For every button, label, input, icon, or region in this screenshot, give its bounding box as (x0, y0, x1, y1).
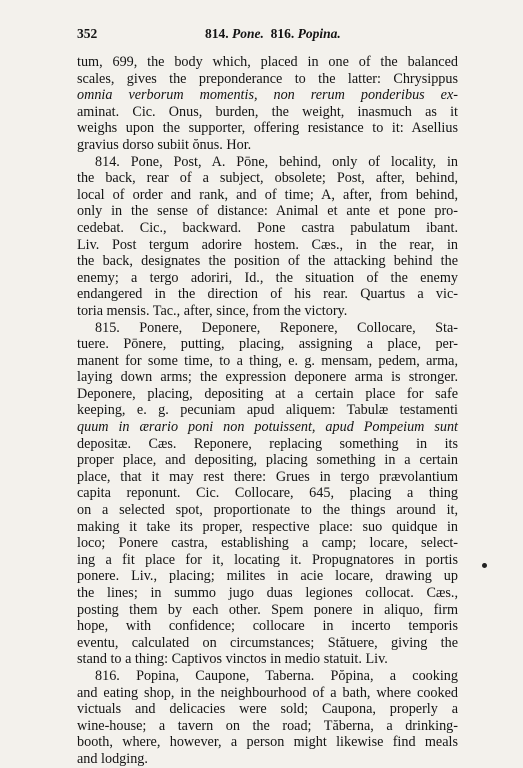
text-line: stand to a thing: Captivos vinctos in medio statuit. Liv. (77, 651, 388, 668)
text-line: omnia verborum momentis, non rerum ponderibus ex- (77, 87, 458, 104)
text-line: 814. Pone, Post, A. Pōne, behind, only of locality, in (95, 153, 458, 170)
text-line: scales, gives the preponderance to the latter: Chrysippus (77, 70, 458, 87)
text-line: Deponere, placing, depositing at a certain place for safe (77, 385, 458, 402)
text-line: ponere. Liv., placing; milites in acie locare, drawing up (77, 568, 458, 585)
text-line: the lines; in summo jugo duas legiones collocat. Cæs., (77, 585, 458, 601)
text-line: and eating shop, in the neighbourhood of a bath, where cooked (77, 684, 458, 701)
text-line: the back, designates the position of the attacking behind the (77, 253, 458, 270)
text-line: depositæ. Cæs. Reponere, replacing something in its (77, 435, 458, 452)
body-text (77, 54, 458, 768)
text-line: proper place, and depositing, placing something in a certain (77, 452, 458, 469)
text-line: aminat. Cic. Onus, burden, the weight, inasmuch as it (77, 103, 458, 120)
text-line: local of order and rank, and of time; A, after, from behind, (77, 186, 458, 203)
text-line: on a selected spot, proportionate to the things around it, (77, 502, 458, 519)
page-number: 352 (77, 26, 98, 41)
text-line: Liv. Post tergum adorire hostem. Cæs., in the rear, in (77, 236, 458, 253)
text-line: tum, 699, the body which, placed in one of the balanced (77, 54, 458, 70)
text-line: only in the sense of distance: Animal et ante et pone pro- (77, 203, 458, 220)
text-line: and lodging. (77, 750, 148, 767)
ink-spot-mark (482, 563, 487, 568)
text-line: gravius dorso subiit ŏnus. Hor. (77, 136, 252, 153)
running-head: 814. Pone. 816. Popina. (205, 26, 341, 41)
text-line: laying down arms; the expression deponere arma is stronger. (77, 369, 458, 386)
text-line: eventu, calculated on circumstances; Stătuere, giving the (77, 634, 458, 651)
text-line: place, that it may rest there: Grues in tergo prævolantium (77, 468, 458, 485)
text-line: hope, with confidence; collocare in incerto temporis (77, 618, 458, 635)
text-line: victuals and delicacies were sold; Caupona, properly a (77, 701, 458, 718)
text-line: wine-house; a tavern on the road; Tăberna, a drinking- (77, 717, 458, 734)
text-line: making it take its proper, respective place: suo quidque in (77, 518, 458, 535)
text-line: posting them by each other. Spem ponere in aliquo, firm (77, 601, 458, 618)
text-line: tuere. Pōnere, putting, placing, assigning a place, per- (77, 336, 458, 353)
text-line: weighs upon the supporter, offering resistance to it: Asellius (77, 120, 458, 137)
text-line: the back, rear of a subject, obsolete; Post, after, behind, (77, 170, 458, 187)
text-line: endangered in the direction of his rear. Quartus a vic- (77, 286, 458, 303)
text-line: 816. Popina, Caupone, Taberna. Pŏpina, a cooking (95, 667, 458, 684)
text-line: quum in ærario poni non potuissent, apud Pompeium sunt (77, 419, 458, 436)
text-line: toria mensis. Tac., after, since, from the victory. (77, 302, 348, 319)
text-line: booth, where, however, a person might likewise find meals (77, 734, 458, 751)
page-header (77, 26, 457, 46)
text-line: enemy; a tergo adoriri, Id., the situation of the enemy (77, 269, 458, 286)
text-line: keeping, e. g. pecuniam apud aliquem: Tabulæ testamenti (77, 402, 458, 419)
text-line: ing a fit place for it, locating it. Propugnatores in portis (77, 551, 458, 568)
text-line: loco; Ponere castra, establishing a camp; locare, select- (77, 535, 458, 552)
text-line: cedebat. Cic., backward. Pone castra pabulatum ibant. (77, 219, 458, 236)
text-line: manent for some time, to a thing, e. g. mensam, pedem, arma, (77, 352, 458, 369)
text-line: capita reponunt. Cic. Collocare, 645, placing a thing (77, 485, 458, 502)
text-line: 815. Ponere, Deponere, Reponere, Collocare, Sta- (95, 319, 458, 336)
